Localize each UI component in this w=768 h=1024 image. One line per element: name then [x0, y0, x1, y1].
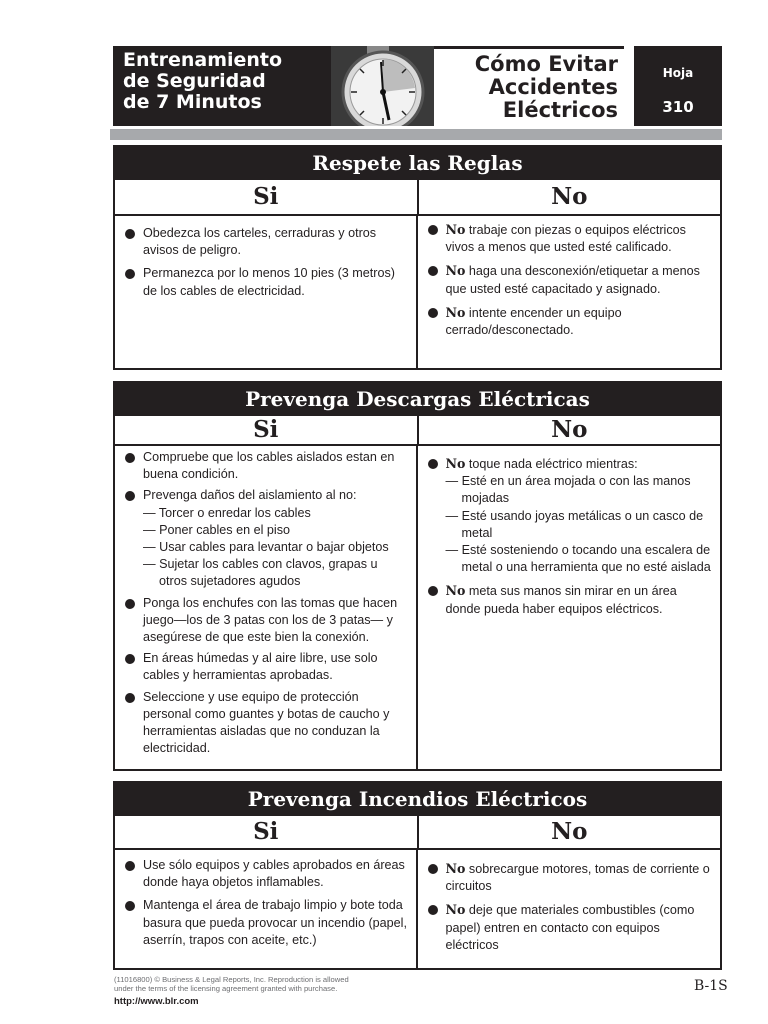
si-header: Si [115, 416, 419, 444]
list-item: Mantenga el área de trabajo limpio y bote toda basura que pueda provocar un incendio (papel, aserrín, trapos con aceite, etc.) [123, 897, 408, 949]
sub-item: — Esté en un área mojada o con las manos mojadas [445, 474, 691, 506]
no-header: No [551, 818, 588, 845]
item-text: sobrecargue motores, tomas de corriente o circuitos [445, 862, 710, 894]
list-item: Permanezca por lo menos 10 pies (3 metros) de los cables de electricidad. [123, 265, 408, 299]
program-title-line: de 7 Minutos [123, 91, 262, 113]
stopwatch-icon [331, 46, 434, 126]
sub-item: — Torcer o enredar los cables [143, 505, 311, 520]
no-header: No [551, 416, 588, 443]
no-lead: No [445, 304, 466, 320]
list-item [426, 221, 713, 256]
sub-item: — Poner cables en el piso [143, 522, 291, 537]
si-column [115, 446, 418, 769]
si-header: Si [115, 816, 419, 848]
no-lead: No [445, 902, 466, 918]
no-header: No [551, 183, 588, 210]
sub-item: — Sujetar los cables con clavos, grapas u otros sujetadores agudos [143, 557, 378, 589]
no-lead: No [445, 861, 466, 876]
section-prevenga-descargas [113, 381, 722, 771]
list-item: Compruebe que los cables aislados estan en buena condición. [123, 449, 408, 483]
sub-item: — Esté sosteniendo o tocando una escalera de metal o una herramienta que no esté aislada [445, 543, 711, 575]
item-text: toque nada eléctrico mientras: [465, 457, 638, 471]
list-item [426, 860, 713, 895]
copyright-notice [114, 975, 349, 993]
column-headers [115, 816, 720, 850]
list-item: Ponga los enchufes con las tomas que hacen juego—los de 3 patas con los de 3 patas— y asegúrese de que este bien la conexión. [123, 595, 408, 647]
list-item [426, 304, 713, 339]
program-title-line: Entrenamiento [123, 49, 283, 71]
program-title [113, 46, 331, 126]
sheet-title [434, 46, 624, 126]
sheet-label: Hoja [662, 66, 694, 80]
list-item [123, 487, 408, 590]
si-column [115, 216, 418, 368]
no-lead: No [445, 222, 466, 237]
list-item: En áreas húmedas y al aire libre, use solo cables y herramientas aprobadas. [123, 650, 408, 684]
sheet-title-line: Cómo Evitar [474, 52, 618, 76]
item-text: deje que materiales combustibles (como papel) entren en contacto con equipos eléctricos [445, 903, 695, 952]
section-respete-reglas [113, 145, 722, 370]
list-item [426, 455, 713, 576]
sheet-number: 310 [662, 98, 694, 116]
columns [115, 850, 720, 970]
list-item: Obedezca los carteles, cerraduras y otros avisos de peligro. [123, 225, 408, 259]
sheet-number-box [634, 46, 722, 126]
publisher-link[interactable]: http://www.blr.com [114, 996, 199, 1007]
columns [115, 446, 720, 769]
page-identifier: B-1S [694, 978, 728, 994]
copyright-line: under the terms of the licensing agreement granted with purchase. [114, 984, 338, 993]
list-item [426, 901, 713, 954]
section-prevenga-incendios [113, 781, 722, 970]
item-text: trabaje con piezas o equipos eléctricos vivos a menos que usted esté calificado. [445, 223, 686, 255]
item-text: intente encender un equipo cerrado/desconectado. [445, 305, 622, 338]
copyright-line: (11016800) © Business & Legal Reports, Inc. Reproduction is allowed [114, 975, 349, 984]
stopwatch-image [331, 46, 434, 126]
list-item [426, 262, 713, 297]
no-column [418, 216, 721, 368]
item-text: haga una desconexión/etiquetar a menos que usted esté capacitado y asignado. [445, 264, 700, 296]
si-column [115, 850, 418, 970]
no-lead: No [445, 456, 466, 471]
sheet-title-line: Accidentes [488, 75, 618, 99]
header-divider [110, 129, 722, 140]
sheet-title-line: Eléctricos [502, 98, 618, 122]
item-text: Prevenga daños del aislamiento al no: [143, 488, 357, 503]
section-title: Prevenga Incendios Eléctricos [115, 783, 720, 816]
list-item [426, 582, 713, 617]
columns [115, 216, 720, 368]
item-text: meta sus manos sin mirar en un área donde pueda haber equipos eléctricos. [445, 584, 677, 616]
no-lead: No [445, 263, 466, 279]
column-headers [115, 180, 720, 216]
program-title-line: de Seguridad [123, 70, 266, 92]
sub-item: — Usar cables para levantar o bajar objetos [143, 540, 389, 555]
section-title: Prevenga Descargas Eléctricas [115, 383, 720, 416]
si-header: Si [115, 180, 419, 214]
section-title: Respete las Reglas [115, 147, 720, 180]
list-item: Use sólo equipos y cables aprobados en áreas donde haya objetos inflamables. [123, 857, 408, 891]
sub-item: — Esté usando joyas metálicas o un casco de metal [445, 508, 704, 540]
no-column [418, 446, 721, 769]
column-headers [115, 416, 720, 446]
list-item: Seleccione y use equipo de protección personal como guantes y botas de caucho y herramientas aisladas que no conduzan la electricidad. [123, 689, 408, 758]
no-column [418, 850, 721, 970]
no-lead: No [445, 583, 466, 599]
